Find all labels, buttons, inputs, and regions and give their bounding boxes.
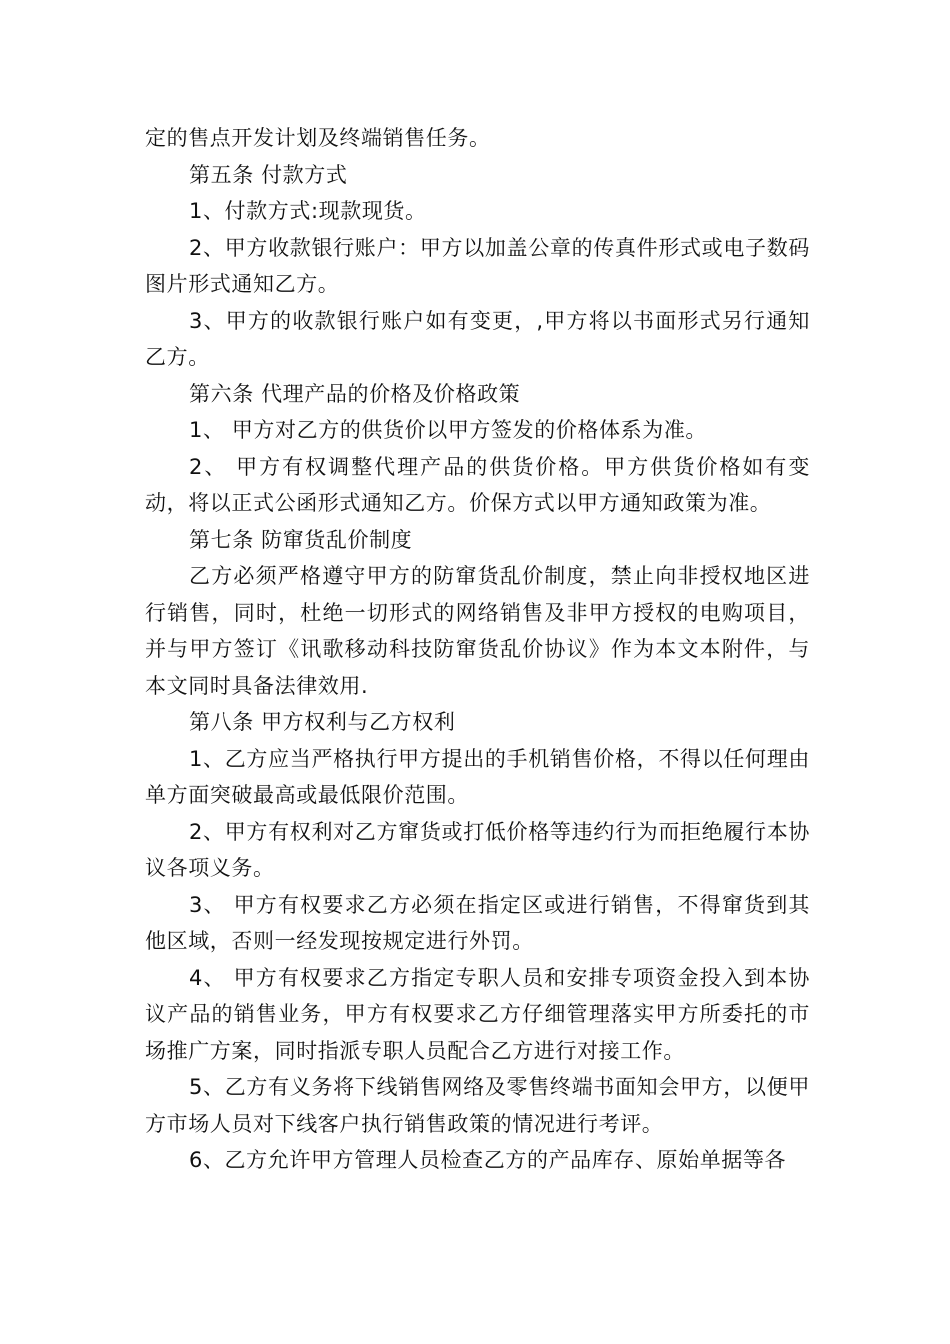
article-8-item-4: 4、 甲方有权要求乙方指定专职人员和安排专项资金投入到本协议产品的销售业务，甲方有权要求乙方仔细管理落实甲方所委托的市场推广方案，同时指派专职人员配合乙方进行对接工作。 [145, 965, 810, 1063]
document-body [145, 120, 810, 1179]
article-5-heading: 第五条 付款方式 [189, 162, 348, 187]
article-7-body: 乙方必须严格遵守甲方的防窜货乱价制度，禁止向非授权地区进行销售，同时，杜绝一切形式的网络销售及非甲方授权的电购项目，并与甲方签订《讯歌移动科技防窜货乱价协议》作为本文本附件，与本文同时具备法律效用. [145, 564, 810, 698]
article-8-heading: 第八条 甲方权利与乙方权利 [189, 710, 456, 734]
article-6-item-2: 2、 甲方有权调整代理产品的供货价格。甲方供货价格如有变动，将以正式公函形式通知乙方。价保方式以甲方通知政策为准。 [145, 454, 810, 515]
article-5-item-3: 3、甲方的收款银行账户如有变更，,甲方将以书面形式另行通知乙方。 [145, 308, 810, 369]
article-8-item-5: 5、乙方有义务将下线销售网络及零售终端书面知会甲方，以便甲方市场人员对下线客户执行销售政策的情况进行考评。 [145, 1075, 810, 1136]
article-5-item-2: 2、甲方收款银行账户：甲方以加盖公章的传真件形式或电子数码图片形式通知乙方。 [145, 235, 810, 296]
article-6-item-1: 1、 甲方对乙方的供货价以甲方签发的价格体系为准。 [189, 418, 708, 442]
article-5-item-1: 1、付款方式:现款现货。 [189, 199, 427, 223]
article-8-item-2: 2、甲方有权利对乙方窜货或打低价格等违约行为而拒绝履行本协议各项义务。 [145, 819, 810, 880]
article-8-item-1: 1、乙方应当严格执行甲方提出的手机销售价格，不得以任何理由单方面突破最高或最低限价范围。 [145, 746, 810, 807]
article-7-heading: 第七条 防窜货乱价制度 [189, 527, 413, 552]
article-8-item-6: 6、乙方允许甲方管理人员检查乙方的产品库存、原始单据等各 [189, 1148, 787, 1172]
article-8-item-3: 3、 甲方有权要求乙方必须在指定区或进行销售，不得窜货到其他区域，否则一经发现按规定进行外罚。 [145, 892, 810, 953]
paragraph-continuation: 定的售点开发计划及终端销售任务。 [145, 126, 491, 150]
article-6-heading: 第六条 代理产品的价格及价格政策 [189, 381, 521, 406]
